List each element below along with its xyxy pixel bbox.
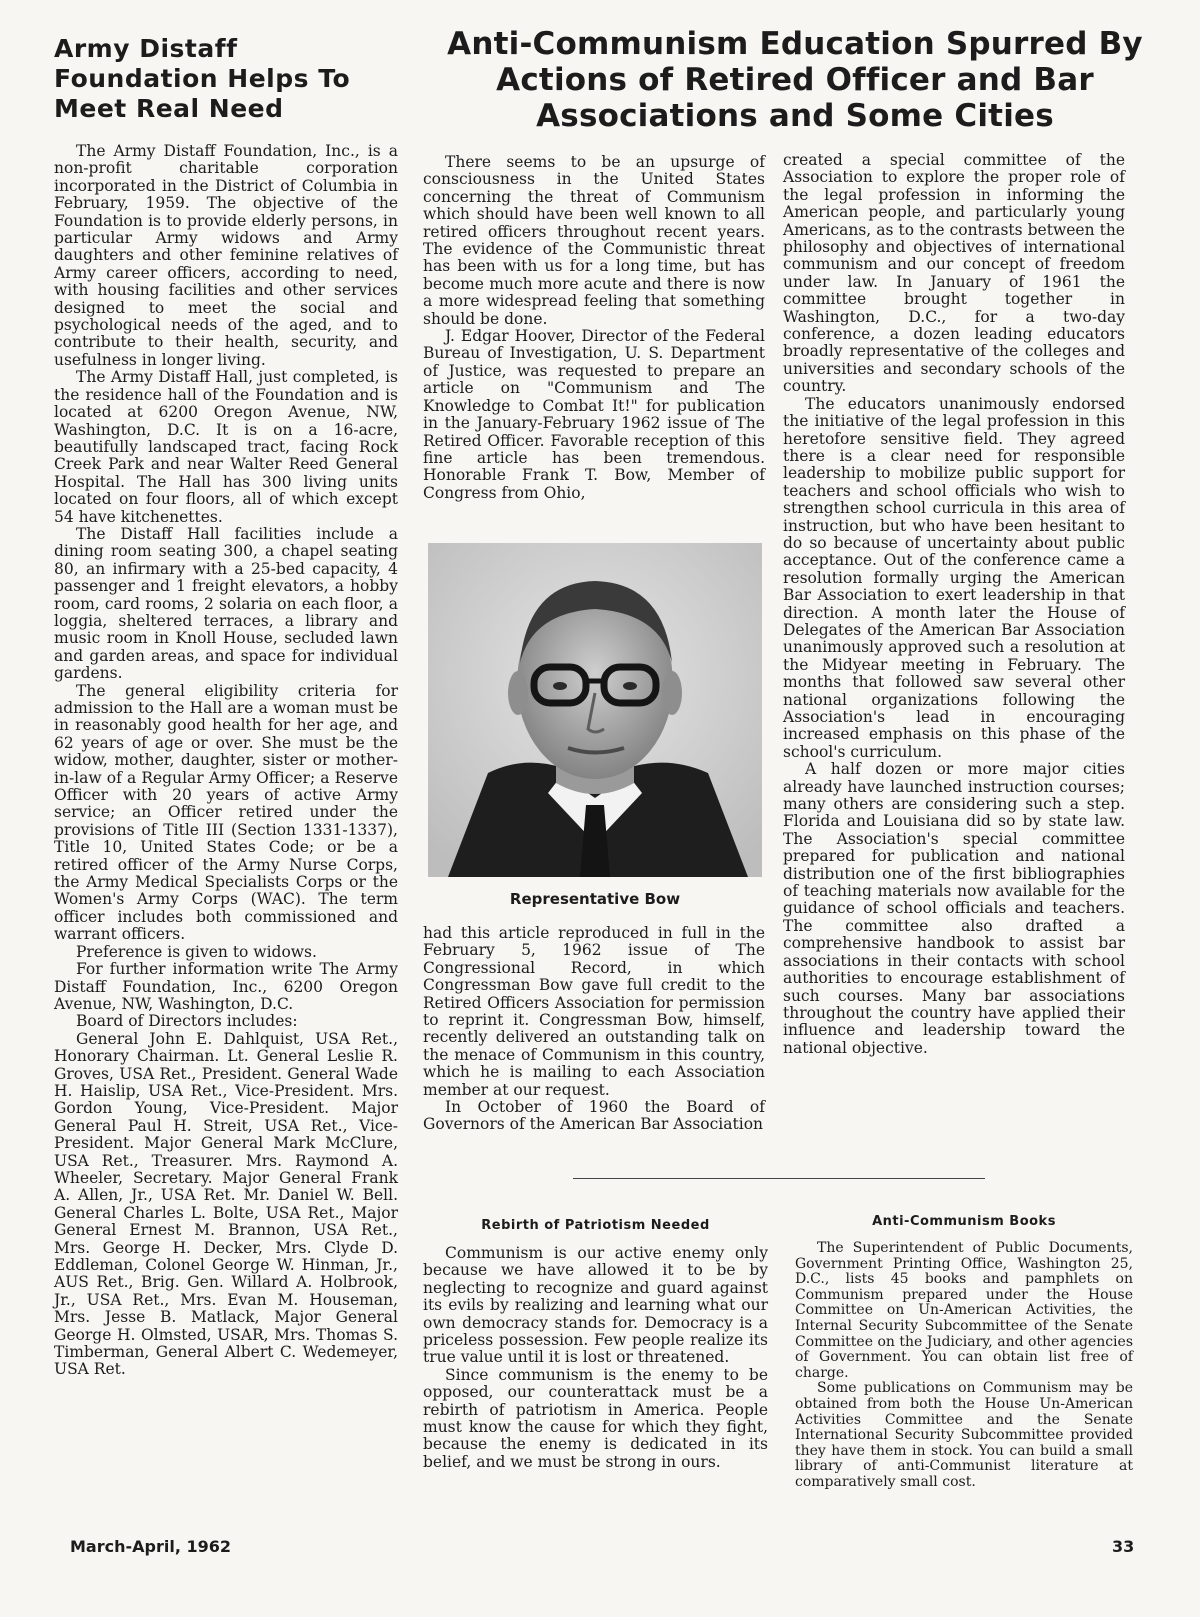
books-paragraph-1: The Superintendent of Public Documents, Government Printing Office, Washington 25, D.C., lists 45 books and pamphlets on Communism prepared under the House Committee on Un-American Activities, the Internal Security Subcommittee of the Senate Committee on the Judiciary, and other agencies of Government. You can obtain list free of charge. (795, 1240, 1133, 1381)
left-paragraph-3: The Distaff Hall facilities include a dining room seating 300, a chapel seating 80, an infirmary with a 25-bed capacity, 4 passenger and 1 freight elevators, a hobby room, card rooms, 2 solaria on each floor, a loggia, sheltered terraces, a library and music room in Knoll House, secluded lawn and garden areas, and space for individual gardens. (54, 524, 398, 683)
page-number: 33 (1112, 1537, 1135, 1556)
main-article-title: Anti-Communism Education Spurred By Actions of Retired Officer and Bar Associations and Some Cities (447, 26, 1143, 134)
rebirth-section (423, 1218, 768, 1471)
books-paragraph-2: Some publications on Communism may be obtained from both the House Un-American Activities Committee and the Senate International Security Subcommittee provided they have them in stock. You can build a small library of anti-Communist literature at comparatively small cost. (795, 1380, 1133, 1490)
left-paragraph-7: Board of Directors includes: (76, 1012, 298, 1031)
books-title: Anti-Communism Books (872, 1214, 1056, 1229)
main-col2-paragraph-2: The educators unanimously endorsed the initiative of the legal profession in this heretofore sensitive field. They agreed there is a clear need for responsible leadership to mobilize public support for teachers and school officials who wish to strengthen school curricula in this area of instruction, but who have been hesitant to do so because of uncertainty about public acceptance. Out of the conference came a resolution formally urging the American Bar Association to exert leadership in that direction. A month later the House of Delegates of the American Bar Association unanimously approved such a resolution at the Midyear meeting in February. The months that followed saw several other national organizations following the Association's lead in encouraging increased emphasis on this phase of the school's curriculum. (783, 394, 1125, 761)
left-paragraph-8: General John E. Dahlquist, USA Ret., Honorary Chairman. Lt. General Leslie R. Groves, USA Ret., President. General Wade H. Haislip, USA Ret., Vice-President. Mrs. Gordon Young, Vice-President. Major General Paul H. Streit, USA Ret., Vice-President. Major General Mark McClure, USA Ret., Treasurer. Mrs. Raymond A. Wheeler, Secretary. Major General Frank A. Allen, Jr., USA Ret. Mr. Daniel W. Bell. General Charles L. Bolte, USA Ret., Major General Ernest M. Brannon, USA Ret., Mrs. George H. Decker, Mrs. Clyde D. Eddleman, Colonel George W. Hinman, Jr., AUS Ret., Brig. Gen. Willard A. Holbrook, Jr., USA Ret., Mrs. Evan M. Houseman, Mrs. Jesse B. Matlack, Major General George H. Olmsted, USAR, Mrs. Thomas S. Timberman, General Albert C. Wedemeyer, USA Ret. (54, 1029, 398, 1379)
representative-bow-photo (428, 543, 762, 877)
main-col1-paragraph-2: J. Edgar Hoover, Director of the Federal Bureau of Investigation, U. S. Department of Justice, was requested to prepare an article on "Communism and The Knowledge to Combat It!" for publication in the January-February 1962 issue of The Retired Officer. Favorable reception of this fine article has been tremendous. Honorable Frank T. Bow, Member of Congress from Ohio, (423, 327, 765, 502)
left-article-body (54, 143, 398, 1379)
main-col1-paragraph-4: In October of 1960 the Board of Governors of the American Bar Association (423, 1098, 765, 1134)
photo-caption: Representative Bow (509, 890, 681, 908)
section-divider (573, 1178, 985, 1179)
main-col2 (783, 152, 1125, 1057)
rebirth-paragraph-1: Communism is our active enemy only because we have allowed it to be by neglecting to recognize and guard against its evils by realizing and learning what our own democracy stands for. Democracy is a priceless possession. Few people realize its true value until it is lost or threatened. (423, 1244, 768, 1367)
main-col1-top (423, 154, 765, 502)
books-section (795, 1214, 1133, 1491)
main-col2-paragraph-1: created a special committee of the Association to explore the proper role of the legal profession in informing the American people, and particularly young Americans, as to the contrasts between the philosophy and objectives of international communism and our concept of freedom under law. In January of 1961 the committee brought together in Washington, D.C., for a two-day conference, a dozen leading educators broadly representative of the colleges and universities and secondary schools of the country. (783, 151, 1125, 396)
left-paragraph-1: The Army Distaff Foundation, Inc., is a non-profit charitable corporation incorporated in the District of Columbia in February, 1959. The objective of the Foundation is to provide elderly persons, in particular Army widows and Army daughters and other feminine relatives of Army career officers, according to need, with housing facilities and other services designed to meet the social and psychological needs of the aged, and to contribute to their health, security, and usefulness in longer living. (54, 142, 398, 369)
portrait-image (428, 543, 762, 877)
main-col1-paragraph-1: There seems to be an upsurge of consciousness in the United States concerning the threat of Communism which should have been well known to all retired officers throughout recent years. The evidence of the Communistic threat has been with us for a long time, but has become much more acute and there is now a more widespread feeling that something should be done. (423, 153, 765, 328)
left-article-title: Army Distaff Foundation Helps To Meet Real Need (54, 34, 351, 123)
left-paragraph-6: For further information write The Army Distaff Foundation, Inc., 6200 Oregon Avenue, NW, Washington, D.C. (54, 960, 398, 1013)
main-col1-paragraph-3: had this article reproduced in full in the February 5, 1962 issue of The Congressional Record, in which Congressman Bow gave full credit to the Retired Officers Association for permission to reprint it. Congressman Bow, himself, recently delivered an outstanding talk on the menace of Communism in this country, which he is mailing to each Association member at our request. (423, 924, 765, 1099)
left-paragraph-4: The general eligibility criteria for admission to the Hall are a woman must be in reasonably good health for her age, and 62 years of age or over. She must be the widow, mother, daughter, sister or mother-in-law of a Regular Army Officer; a Reserve Officer with 20 years of active Army service; an Officer retired under the provisions of Title III (Section 1331-1337), Title 10, United States Code; or be a retired officer of the Army Nurse Corps, the Army Medical Specialists Corps or the Women's Army Corps (WAC). The term officer includes both commissioned and warrant officers. (54, 681, 398, 944)
left-paragraph-2: The Army Distaff Hall, just completed, is the residence hall of the Foundation and is located at 6200 Oregon Avenue, NW, Washington, D.C. It is on a 16-acre, beautifully landscaped tract, facing Rock Creek Park and near Walter Reed General Hospital. The Hall has 300 living units located on four floors, all of which except 54 have kitchenettes. (54, 368, 398, 526)
left-paragraph-5: Preference is given to widows. (76, 942, 317, 961)
main-col1-bottom (423, 925, 765, 1134)
rebirth-title: Rebirth of Patriotism Needed (481, 1218, 710, 1233)
rebirth-paragraph-2: Since communism is the enemy to be opposed, our counterattack must be a rebirth of patriotism in America. People must know the cause for which they fight, because the enemy is dedicated in its belief, and we must be strong in ours. (423, 1365, 768, 1471)
issue-date: March-April, 1962 (70, 1537, 231, 1556)
main-col2-paragraph-3: A half dozen or more major cities already have launched instruction courses; many others are considering such a step. Florida and Louisiana did so by state law. The Association's special committee prepared for publication and national distribution one of the first bibliographies of teaching materials now available for the guidance of school officials and teachers. The committee also drafted a comprehensive handbook to assist bar associations in their contacts with school authorities to encourage establishment of such courses. Many bar associations throughout the country have applied their influence and leadership toward the national objective. (783, 760, 1125, 1057)
